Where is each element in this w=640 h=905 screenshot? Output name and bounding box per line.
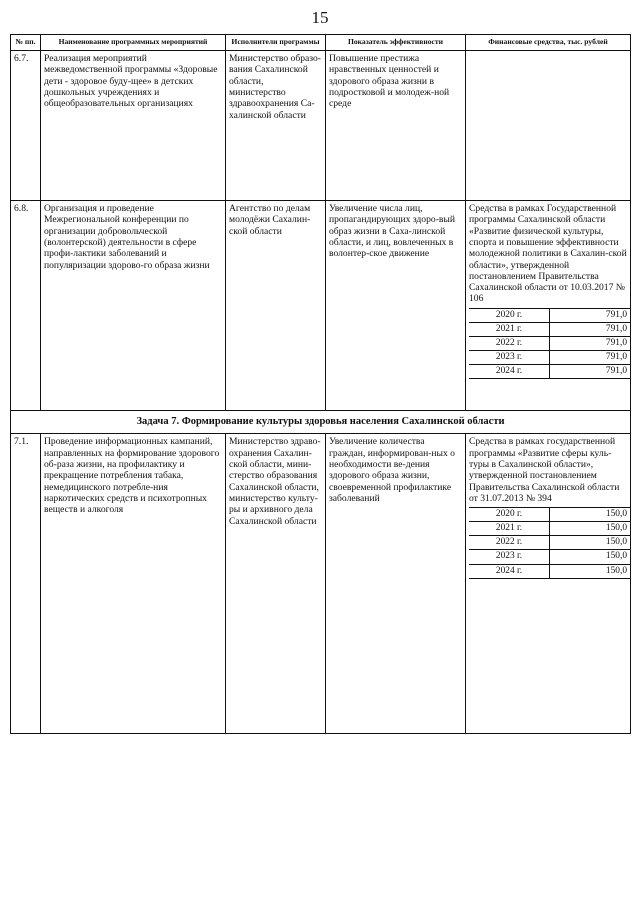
finance-year: 2021 г.: [469, 522, 550, 536]
efficiency-indicator: Увеличение числа лиц, пропагандирующих здоро-вый образ жизни в Саха-линской области, и лиц, вовлеченных в волонтер-ское движение: [326, 200, 466, 410]
finance-amount: 150,0: [550, 522, 631, 536]
finance-source-text: Средства в рамках государственной программы «Развитие сферы куль-туры в Сахалинской области», утвержденной постановлением Правительства Сахалинской области от 31.07.2013 № 394: [469, 436, 620, 504]
finance-year: 2022 г.: [469, 536, 550, 550]
header-measure-name: Наименование программных мероприятий: [41, 35, 226, 51]
finance-amount: 791,0: [550, 308, 631, 322]
efficiency-indicator: Увеличение количества граждан, информирован-ных о необходимости ве-дения здорового образа жизни, своевременной профилактике заболеваний: [326, 434, 466, 734]
executors: Министерство здраво-охранения Сахалин-ской области, мини-стерство образования Сахалинской области, министерство культу-ры и архивного дела Сахалинской области: [226, 434, 326, 734]
executors: Министерство образо-вания Сахалинской области, министерство здравоохранения Са-халинской области: [226, 50, 326, 200]
finance-year: 2024 г.: [469, 564, 550, 578]
task-7-heading: Задача 7. Формирование культуры здоровья населения Сахалинской области: [11, 410, 631, 433]
finance-amount: 150,0: [550, 508, 631, 522]
finance-cell: [466, 434, 631, 734]
header-indicator: Показатель эффективности: [326, 35, 466, 51]
table-header-row: [11, 35, 631, 51]
header-num: № пп.: [11, 35, 41, 51]
finance-year: 2023 г.: [469, 550, 550, 564]
finance-cell: [466, 200, 631, 410]
row-number: 6.8.: [11, 200, 41, 410]
finance-year: 2024 г.: [469, 365, 550, 379]
row-number: 6.7.: [11, 50, 41, 200]
table-row: [11, 50, 631, 200]
finance-amount: 791,0: [550, 336, 631, 350]
row-number: 7.1.: [11, 434, 41, 734]
finance-year-row: [469, 308, 630, 322]
header-finance: Финансовые средства, тыс. рублей: [466, 35, 631, 51]
finance-amount: 150,0: [550, 564, 631, 578]
task-heading-row: [11, 410, 631, 433]
finance-year: 2020 г.: [469, 508, 550, 522]
table-row: [11, 200, 631, 410]
efficiency-indicator: Повышение престижа нравственных ценностей и здорового образа жизни в подростковой и молодеж-ной среде: [326, 50, 466, 200]
finance-amount: 150,0: [550, 550, 631, 564]
finance-year-row: [469, 365, 630, 379]
finance-amount: 791,0: [550, 322, 631, 336]
finance-year-row: [469, 536, 630, 550]
finance-year-row: [469, 564, 630, 578]
finance-amount: 791,0: [550, 351, 631, 365]
program-measures-table: [10, 34, 631, 734]
finance-source-text: Средства в рамках Государственной программы Сахалинской области «Развитие физической культуры, спорта и повышение эффективности молодежной политики в Сахалин-ской области», утвержденной постановлением Правительства Сахалинской области от 10.03.2017 № 106: [469, 202, 627, 305]
finance-year-table: [469, 308, 630, 379]
finance-year-row: [469, 508, 630, 522]
finance-year: 2021 г.: [469, 322, 550, 336]
finance-amount: 150,0: [550, 536, 631, 550]
finance-year: 2023 г.: [469, 351, 550, 365]
executors: Агентство по делам молодёжи Сахалин-ской области: [226, 200, 326, 410]
header-executors: Исполнители программы: [226, 35, 326, 51]
finance-year-row: [469, 351, 630, 365]
finance-year: 2022 г.: [469, 336, 550, 350]
page-number: 15: [311, 8, 329, 27]
finance-cell: [466, 50, 631, 200]
measure-name: Проведение информационных кампаний, направленных на формирование здорового об-раза жизни, на профилактику и прекращение потребления табака, немедицинского потребле-ния наркотических средств и психотропных веществ и алкоголя: [41, 434, 226, 734]
table-row: [11, 434, 631, 734]
finance-year-table: [469, 507, 630, 578]
measure-name: Реализация мероприятий межведомственной программы «Здоровые дети - здоровое буду-щее» в детских дошкольных учреждениях и общеобразовательных организациях: [41, 50, 226, 200]
finance-year-row: [469, 522, 630, 536]
finance-year: 2020 г.: [469, 308, 550, 322]
finance-year-row: [469, 322, 630, 336]
measure-name: Организация и проведение Межрегиональной конференции по организации добровольческой (волонтерской) деятельности в сфере профи-лактики заболеваний и популяризации здорово-го образа жизни: [41, 200, 226, 410]
finance-year-row: [469, 336, 630, 350]
finance-amount: 791,0: [550, 365, 631, 379]
finance-year-row: [469, 550, 630, 564]
